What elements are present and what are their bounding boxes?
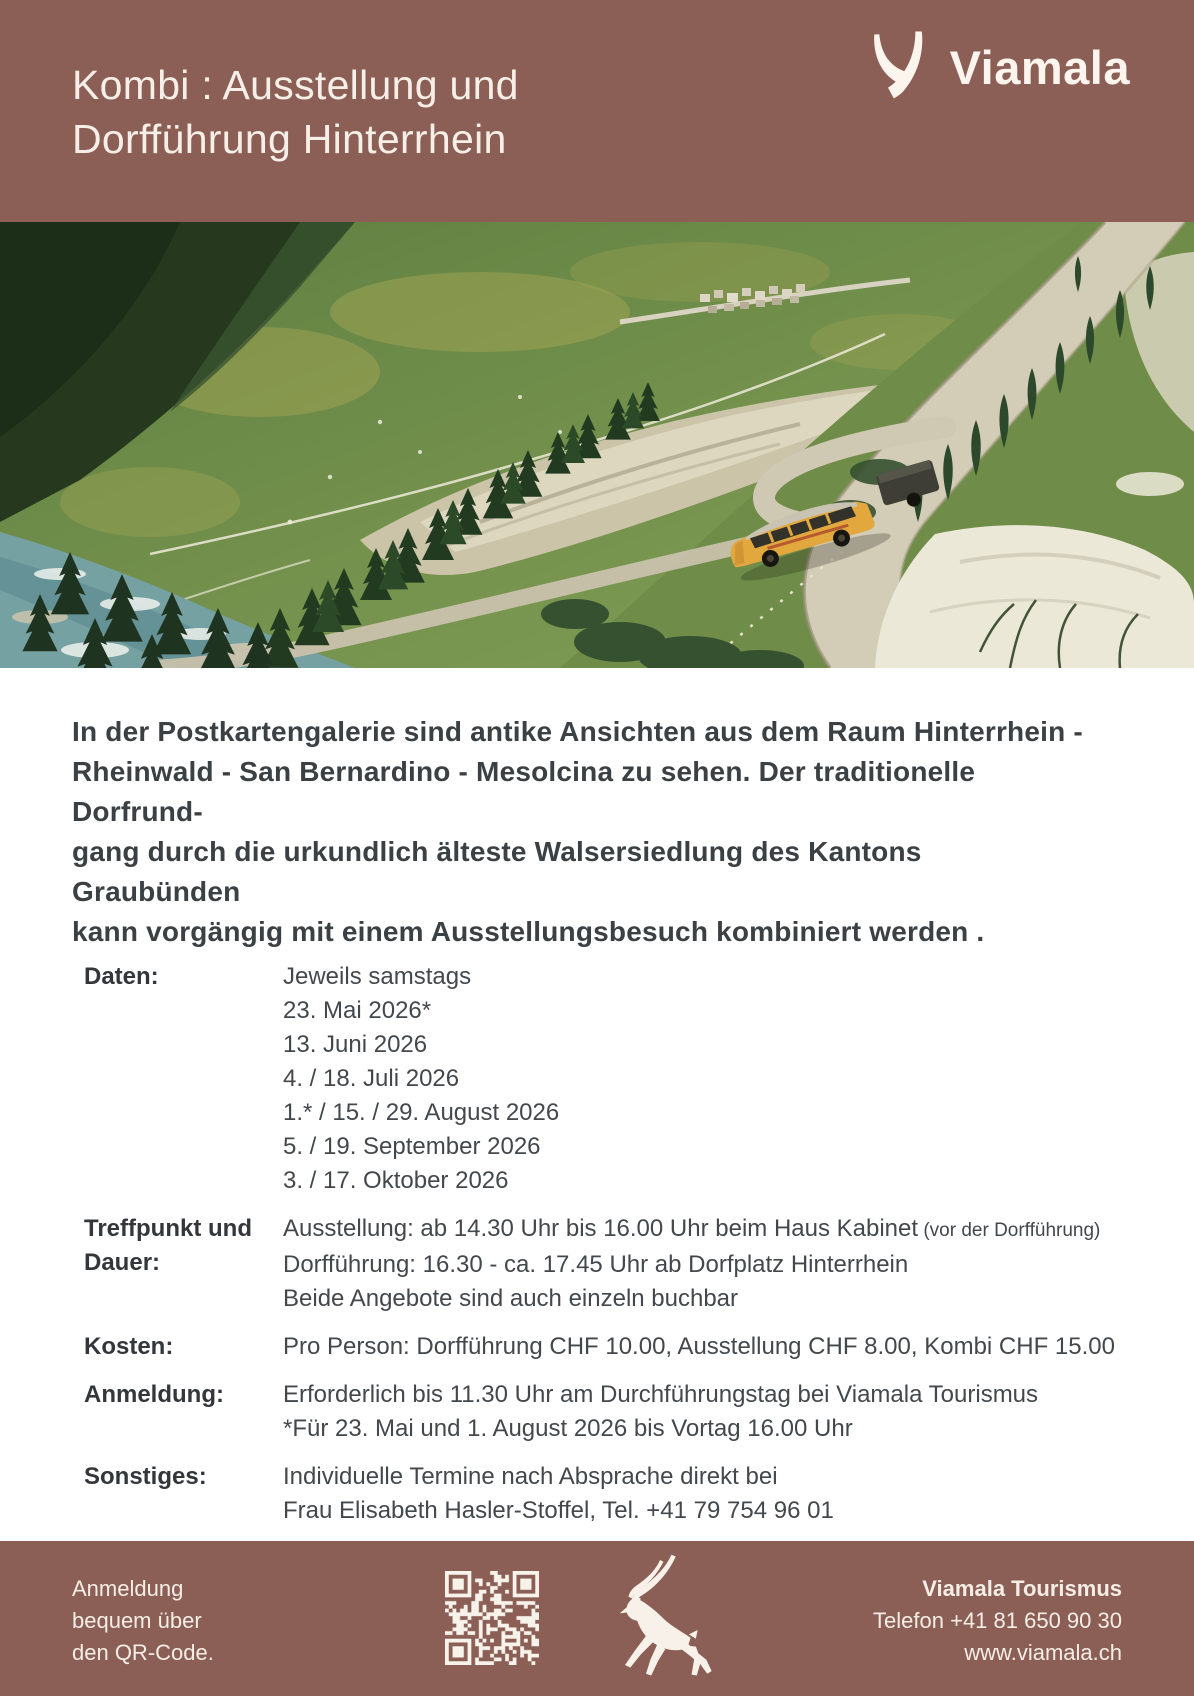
info-value-line: Beide Angebote sind auch einzeln buchbar: [283, 1285, 739, 1312]
info-value-line: Erforderlich bis 11.30 Uhr am Durchführungstag bei Viamala Tourismus: [283, 1381, 1039, 1408]
footer-band: [0, 1541, 1194, 1696]
footer-website: www.viamala.ch: [964, 1640, 1122, 1665]
viamala-logo: [870, 30, 1130, 102]
info-row-kosten: [84, 1330, 1134, 1364]
intro-line: Rheinwald - San Bernardino - Mesolcina zu sehen. Der traditionelle Dorfrund-: [72, 756, 976, 827]
qr-note-line: bequem über: [72, 1608, 202, 1633]
info-values-sonstiges: [283, 1460, 1134, 1528]
info-value-line: Frau Elisabeth Hasler-Stoffel, Tel. +41 79 754 96 01: [283, 1497, 834, 1524]
info-value-line: Ausstellung: ab 14.30 Uhr bis 16.00 Uhr beim Haus Kabinet (vor der Dorfführung): [283, 1215, 1101, 1242]
page-title: [72, 58, 519, 166]
page-title-line2: Dorfführung Hinterrhein: [72, 116, 507, 162]
info-label-treffpunkt-und-dauer: Treffpunkt und Dauer:: [84, 1215, 252, 1276]
info-table: [84, 960, 1134, 1542]
info-value-line: 4. / 18. Juli 2026: [283, 1065, 460, 1092]
info-label-anmeldung: Anmeldung:: [84, 1381, 224, 1408]
footer-phone: Telefon +41 81 650 90 30: [873, 1608, 1122, 1633]
intro-paragraph: [72, 712, 1092, 952]
info-values-daten: [283, 960, 1134, 1198]
info-values-kosten: [283, 1330, 1134, 1364]
intro-line: In der Postkartengalerie sind antike Ansichten aus dem Raum Hinterrhein -: [72, 716, 1083, 747]
info-value-line: 3. / 17. Oktober 2026: [283, 1167, 509, 1194]
footer-org-name: Viamala Tourismus: [922, 1576, 1122, 1601]
info-value-line: 13. Juni 2026: [283, 1031, 428, 1058]
info-value-line: Pro Person: Dorfführung CHF 10.00, Ausstellung CHF 8.00, Kombi CHF 15.00: [283, 1333, 1115, 1360]
info-value-line: Individuelle Termine nach Absprache direkt bei: [283, 1463, 778, 1490]
info-label-kosten: Kosten:: [84, 1333, 174, 1360]
info-row-treffpunkt-und-dauer: [84, 1212, 1134, 1316]
info-value-line: 1.* / 15. / 29. August 2026: [283, 1099, 560, 1126]
info-row-anmeldung: [84, 1378, 1134, 1446]
page-title-line1: Kombi : Ausstellung und: [72, 62, 519, 108]
info-values-treffpunkt-und-dauer: [283, 1212, 1134, 1316]
intro-line: gang durch die urkundlich älteste Walsersiedlung des Kantons Graubünden: [72, 836, 922, 907]
alpine-valley-illustration: [0, 222, 1194, 668]
info-value-line: 5. / 19. September 2026: [283, 1133, 541, 1160]
qr-note-line: Anmeldung: [72, 1576, 184, 1601]
header-band: [0, 0, 1194, 222]
info-label-sonstiges: Sonstiges:: [84, 1463, 207, 1490]
viamala-horns-icon: [870, 30, 942, 102]
info-value-line: 23. Mai 2026*: [283, 997, 432, 1024]
valley-photo: [0, 222, 1194, 668]
info-value-line: Jeweils samstags: [283, 963, 472, 990]
info-values-anmeldung: [283, 1378, 1134, 1446]
footer-contact: [873, 1573, 1122, 1669]
info-value-line: Dorfführung: 16.30 - ca. 17.45 Uhr ab Dorfplatz Hinterrhein: [283, 1251, 909, 1278]
info-row-daten: [84, 960, 1134, 1198]
info-row-sonstiges: [84, 1460, 1134, 1528]
brand-wordmark: Viamala: [949, 41, 1130, 94]
intro-line: kann vorgängig mit einem Ausstellungsbesuch kombiniert werden .: [72, 916, 985, 947]
info-value-line: *Für 23. Mai und 1. August 2026 bis Vortag 16.00 Uhr: [283, 1415, 853, 1442]
ibex-icon: [606, 1553, 714, 1693]
qr-code-icon: [445, 1571, 539, 1665]
qr-note-line: den QR-Code.: [72, 1640, 214, 1665]
info-label-daten: Daten:: [84, 963, 159, 990]
qr-note: [72, 1573, 214, 1669]
